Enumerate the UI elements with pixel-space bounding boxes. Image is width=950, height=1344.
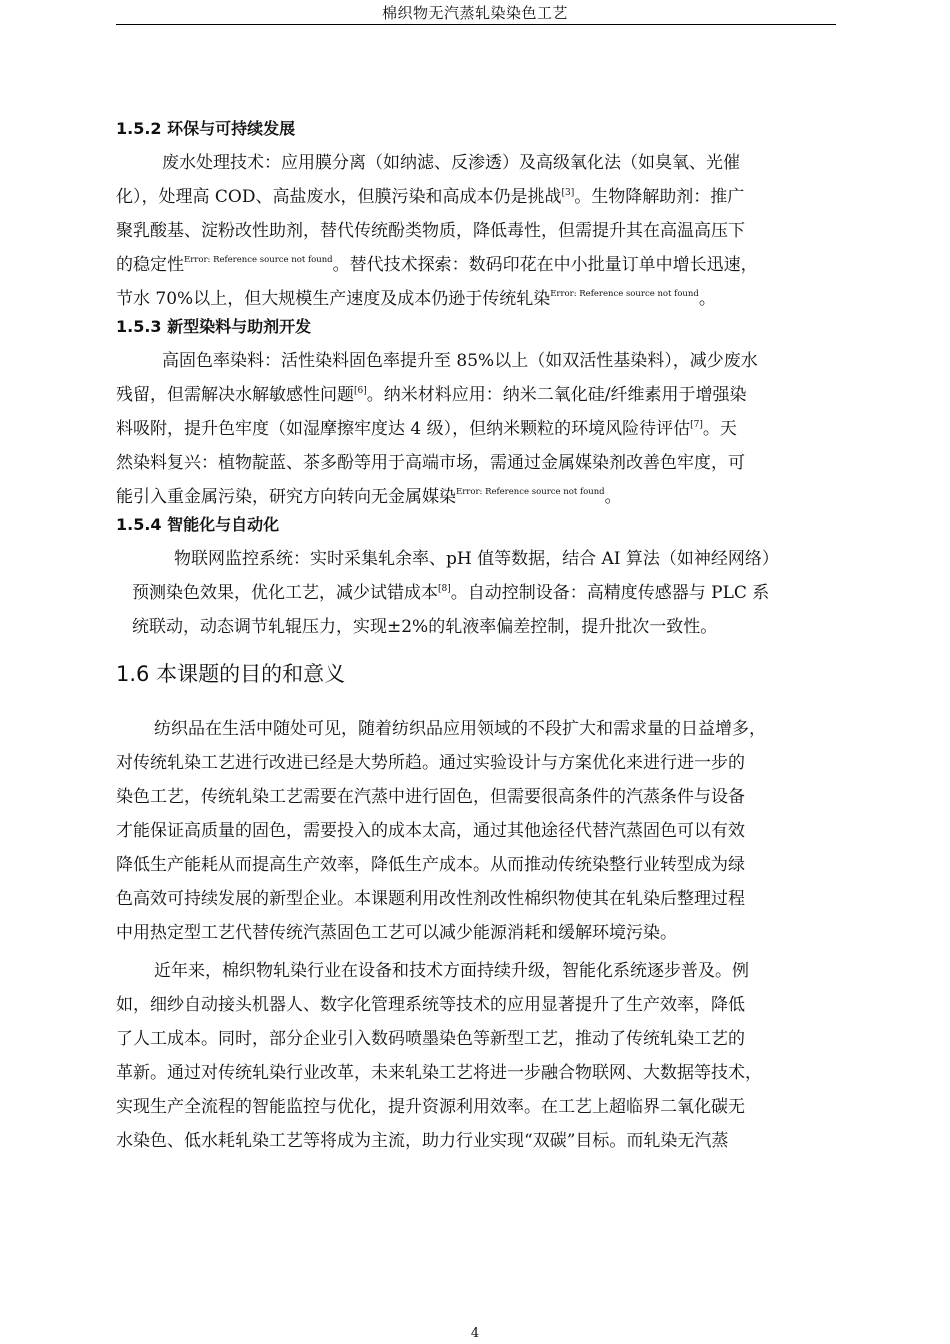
text-line: 才能保证高质量的固色，需要投入的成本太高，通过其他途径代替汽蒸固色可以有效	[116, 821, 745, 841]
text-line	[132, 576, 840, 610]
text-line: 近年来，棉织物轧染行业在设备和技术方面持续升级，智能化系统逐步普及。例	[154, 961, 749, 981]
text-run: 。生物降解助剂：推广	[574, 187, 745, 207]
paragraph-smart-automation	[116, 542, 840, 644]
reference-error: Error: Reference source not found	[456, 487, 605, 497]
header-divider	[116, 24, 836, 25]
paragraph-purpose-2	[116, 954, 840, 1158]
text-line: 高固色率染料：活性染料固色率提升至 85%以上（如双活性基染料），减少废水	[162, 351, 758, 371]
text-run: 能引入重金属污染，研究方向转向无金属媒染	[116, 487, 456, 507]
text-line: 对传统轧染工艺进行改进已经是大势所趋。通过实验设计与方案优化来进行进一步的	[116, 753, 745, 773]
text-run: 。	[698, 289, 716, 309]
citation-ref: [6]	[354, 386, 367, 396]
text-run: 节水 70%以上，但大规模生产速度及成本仍逊于传统轧染	[116, 289, 551, 309]
reference-error: Error: Reference source not found	[184, 255, 333, 265]
text-line	[116, 282, 840, 316]
text-run: 。替代技术探索：数码印花在中小批量订单中增长迅速，	[332, 255, 758, 275]
citation-ref: [3]	[561, 188, 575, 198]
text-line: 废水处理技术：应用膜分离（如纳滤、反渗透）及高级氧化法（如臭氧、光催	[162, 153, 740, 173]
text-line: 然染料复兴：植物靛蓝、茶多酚等用于高端市场，需通过金属媒染剂改善色牢度，可	[116, 453, 745, 473]
text-line: 降低生产能耗从而提高生产效率，降低生产成本。从而推动传统染整行业转型成为绿	[116, 855, 745, 875]
paragraph-new-dyes	[116, 344, 840, 514]
text-run: 残留，但需解决水解敏感性问题	[116, 385, 354, 405]
text-run: 化），处理高 COD、高盐废水，但膜污染和高成本仍是挑战	[116, 187, 562, 207]
text-line: 色高效可持续发展的新型企业。本课题利用改性剂改性棉织物使其在轧染后整理过程	[116, 889, 745, 909]
text-run: 。	[604, 487, 622, 507]
text-line: 革新。通过对传统轧染行业改革，未来轧染工艺将进一步融合物联网、大数据等技术，	[116, 1063, 762, 1083]
text-line	[116, 480, 840, 514]
section-heading-1-6: 1.6 本课题的目的和意义	[116, 662, 346, 686]
text-line: 了人工成本。同时，部分企业引入数码喷墨染色等新型工艺，推动了传统轧染工艺的	[116, 1029, 745, 1049]
text-run: 。天	[702, 419, 737, 439]
text-run: 料吸附，提升色牢度（如湿摩擦牢度达 4 级），但纳米颗粒的环境风险待评估	[116, 419, 691, 439]
page-number: 4	[470, 1326, 480, 1341]
paragraph-env-sustainability	[116, 146, 840, 316]
text-line: 统联动，动态调节轧辊压力，实现±2%的轧液率偏差控制，提升批次一致性。	[132, 617, 718, 637]
citation-ref: [8]	[438, 584, 451, 594]
text-line: 染色工艺，传统轧染工艺需要在汽蒸中进行固色，但需要很高条件的汽蒸条件与设备	[116, 787, 745, 807]
text-line: 如，细纱自动接头机器人、数字化管理系统等技术的应用显著提升了生产效率，降低	[116, 995, 745, 1015]
text-line: 聚乳酸基、淀粉改性助剂，替代传统酚类物质，降低毒性，但需提升其在高温高压下	[116, 221, 745, 241]
text-run: 。纳米材料应用：纳米二氧化硅/纤维素用于增强染	[366, 385, 747, 405]
section-heading-1-5-4: 1.5.4 智能化与自动化	[116, 515, 280, 534]
text-run: 预测染色效果，优化工艺，减少试错成本	[132, 583, 438, 603]
text-line: 中用热定型工艺代替传统汽蒸固色工艺可以减少能源消耗和缓解环境污染。	[116, 923, 677, 943]
section-heading-1-5-2: 1.5.2 环保与可持续发展	[116, 119, 296, 138]
text-line	[116, 378, 840, 412]
text-run: 。自动控制设备：高精度传感器与 PLC 系	[450, 583, 770, 603]
text-line: 水染色、低水耗轧染工艺等将成为主流，助力行业实现“双碳”目标。而轧染无汽蒸	[116, 1131, 729, 1151]
text-line: 物联网监控系统：实时采集轧余率、pH 值等数据，结合 AI 算法（如神经网络）	[174, 549, 779, 569]
page-body	[116, 118, 840, 1158]
section-heading-1-5-3: 1.5.3 新型染料与助剂开发	[116, 317, 312, 336]
text-line: 纺织品在生活中随处可见，随着纺织品应用领域的不段扩大和需求量的日益增多，	[154, 719, 766, 739]
text-line	[116, 248, 840, 282]
paragraph-purpose-1	[116, 712, 840, 950]
text-line: 实现生产全流程的智能监控与优化，提升资源利用效率。在工艺上超临界二氧化碳无	[116, 1097, 745, 1117]
text-run: 的稳定性	[116, 255, 184, 275]
citation-ref: [7]	[690, 420, 703, 430]
reference-error: Error: Reference source not found	[550, 289, 699, 299]
text-line	[116, 180, 840, 214]
text-line	[116, 412, 840, 446]
running-header: 棉织物无汽蒸轧染染色工艺	[381, 4, 568, 22]
